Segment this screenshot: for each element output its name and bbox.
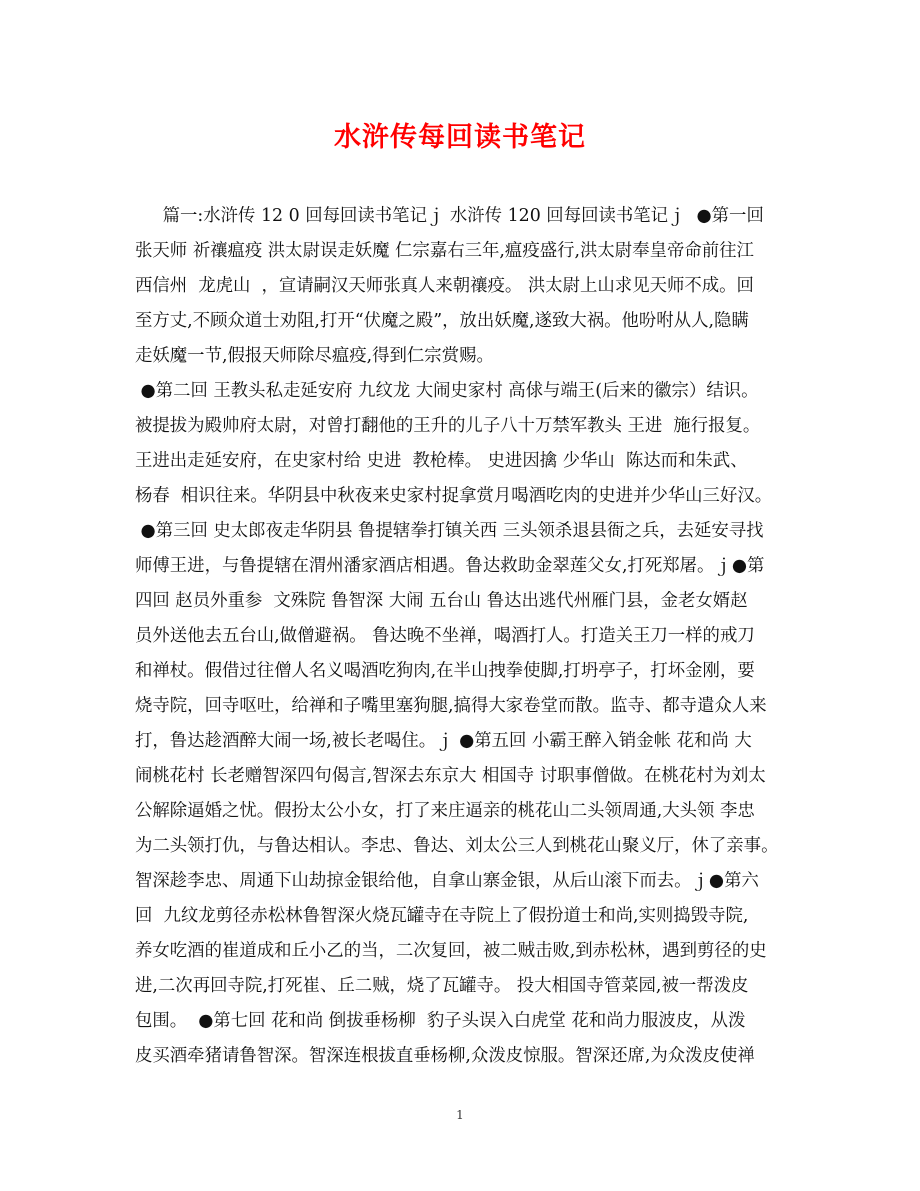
text-line: 杨春 相识往来。华阴县中秋夜来史家村捉拿赏月喝酒吃肉的史进并少华山三好汉。 bbox=[135, 486, 773, 506]
text-line: 烧寺院，回寺呕吐，给禅和子嘴里塞狗腿,搞得大家卷堂而散。监寺、都寺遣众人来 bbox=[135, 696, 767, 716]
text-line: 西信州 龙虎山 ，宣请嗣汉天师张真人来朝禳疫。 洪太尉上山求见天师不成。回 bbox=[135, 276, 754, 296]
document-body bbox=[135, 199, 797, 1074]
text-line: 皮买酒牵猪请鲁智深。智深连根拔直垂杨柳,众泼皮惊服。智深还席,为众泼皮使禅 bbox=[135, 1046, 755, 1066]
text-line: 王进出走延安府，在史家村给 史进 教枪棒。 史进因擒 少华山 陈达而和朱武、 bbox=[135, 451, 748, 471]
text-line: 师傅王进，与鲁提辖在渭州潘家酒店相遇。鲁达救助金翠莲父女,打死郑屠。ｊ●第 bbox=[135, 556, 765, 576]
text-line: 至方丈,不顾众道士劝阻,打开“伏魔之殿”，放出妖魔,遂致大祸。他吩咐从人,隐瞒 bbox=[135, 311, 749, 331]
text-line: 智深趁李忠、周通下山劫掠金银给他，自拿山寨金银，从后山滚下而去。ｊ●第六 bbox=[135, 871, 759, 891]
text-line: 员外送他去五台山,做僧避祸。 鲁达晚不坐禅，喝酒打人。打造关王刀一样的戒刀 bbox=[135, 626, 755, 646]
text-line: 回 九纹龙剪径赤松林鲁智深火烧瓦罐寺在寺院上了假扮道士和尚,实则捣毁寺院, bbox=[135, 906, 749, 926]
text-line: 公解除逼婚之忧。假扮太公小女，打了来庄逼亲的桃花山二头领周通,大头领 李忠 bbox=[135, 801, 755, 821]
text-line: 篇一:水浒传 12 0 回每回读书笔记ｊ 水浒传 120 回每回读书笔记ｊ ●第一回 bbox=[135, 206, 764, 226]
text-line: 包围。 ●第七回 花和尚 倒拔垂杨柳 豹子头误入白虎堂 花和尚力服波皮，从泼 bbox=[135, 1011, 746, 1031]
text-line: 打，鲁达趁酒醉大闹一场,被长老喝住。ｊ ●第五回 小霸王醉入销金帐 花和尚 大 bbox=[135, 731, 752, 751]
text-line: 和禅杖。假借过往僧人名义喝酒吃狗肉,在半山拽拳使脚,打坍亭子，打坏金刚，要 bbox=[135, 661, 755, 681]
text-line: 走妖魔一节,假报天师除尽瘟疫,得到仁宗赏赐。 bbox=[135, 346, 494, 366]
text-line: 张天师 祈禳瘟疫 洪太尉误走妖魔 仁宗嘉右三年,瘟疫盛行,洪太尉奉皇帝命前往江 bbox=[135, 241, 754, 261]
text-line: 被提拔为殿帅府太尉，对曾打翻他的王升的儿子八十万禁军教头 王进 施行报复。 bbox=[135, 416, 761, 436]
document-title: 水浒传每回读书笔记 bbox=[334, 122, 586, 153]
text-line: 闹桃花村 长老赠智深四句偈言,智深去东京大 相国寺 讨职事僧做。在桃花村为刘太 bbox=[135, 766, 766, 786]
text-line: 养女吃酒的崔道成和丘小乙的当，二次复回，被二贼击败,到赤松林，遇到剪径的史 bbox=[135, 941, 767, 961]
page-number: 1 bbox=[456, 1108, 464, 1122]
text-line: 四回 赵员外重参 文殊院 鲁智深 大闹 五台山 鲁达出逃代州雁门县，金老女婿赵 bbox=[135, 591, 748, 611]
text-line: 进,二次再回寺院,打死崔、丘二贼，烧了瓦罐寺。 投大相国寺管菜园,被一帮泼皮 bbox=[135, 976, 749, 996]
text-line: 为二头领打仇，与鲁达相认。李忠、鲁达、刘太公三人到桃花山聚义厅，休了亲事。 bbox=[135, 836, 779, 856]
text-line: ●第三回 史太郎夜走华阴县 鲁提辖拳打镇关西 三头领杀退县衙之兵，去延安寻找 bbox=[135, 521, 764, 541]
text-line: ●第二回 王教头私走延安府 九纹龙 大闹史家村 高俅与端王(后来的徽宗）结识。 bbox=[135, 381, 759, 401]
